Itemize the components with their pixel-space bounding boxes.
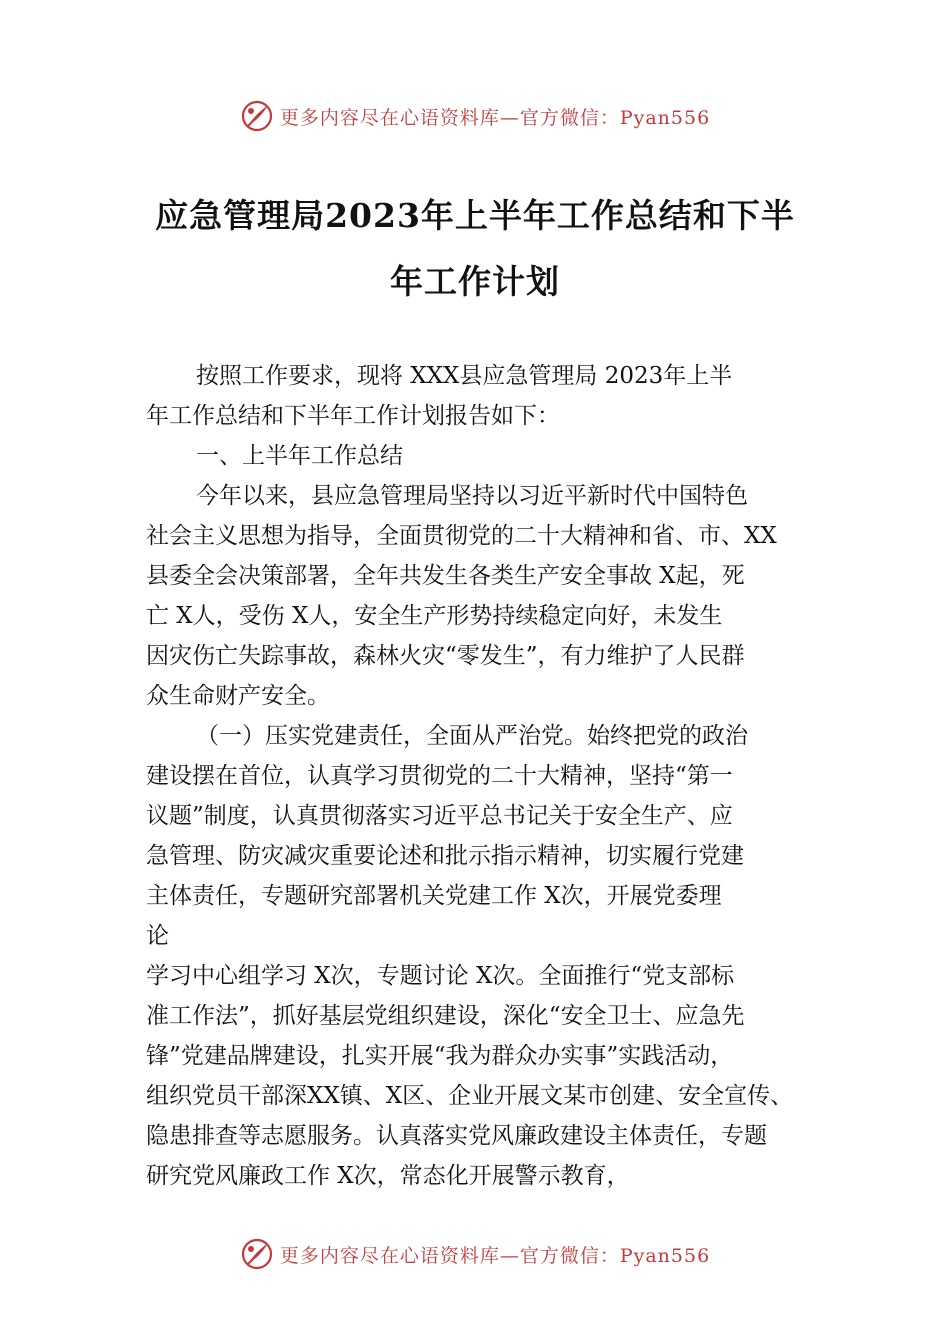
body-line: 今年以来，县应急管理局坚持以习近平新时代中国特色 xyxy=(196,483,748,509)
section-heading: 一、上半年工作总结 xyxy=(196,443,403,469)
watermark-header xyxy=(0,96,950,136)
quill-pen-seal-icon xyxy=(240,99,274,133)
body-line: 急管理、防灾减灾重要论述和批示指示精神，切实履行党建 xyxy=(146,843,744,869)
body-line: 组织党员干部深XX镇、X区、企业开展文某市创建、安全宣传、 xyxy=(146,1083,794,1109)
body-line: 研究党风廉政工作 X次，常态化开展警示教育， xyxy=(146,1163,630,1189)
body-line: 年工作总结和下半年工作计划报告如下： xyxy=(146,403,560,429)
document-title-line-2: 年工作计划 xyxy=(390,262,560,301)
body-line: 锋”党建品牌建设，扎实开展“我为群众办实事”实践活动， xyxy=(146,1043,734,1069)
body-line: 众生命财产安全。 xyxy=(146,683,330,709)
quill-pen-seal-icon xyxy=(240,1237,274,1271)
body-line: 按照工作要求，现将 XXX县应急管理局 2023年上半 xyxy=(196,363,733,389)
body-line: 准工作法”，抓好基层党组织建设，深化“安全卫士、应急先 xyxy=(146,1003,745,1029)
watermark-text: 更多内容尽在心语资料库—官方微信：Pyan556 xyxy=(279,1244,711,1267)
body-line: 亡 X人，受伤 X人，安全生产形势持续稳定向好，未发生 xyxy=(146,603,723,629)
watermark-footer xyxy=(0,1234,950,1274)
watermark-text: 更多内容尽在心语资料库—官方微信：Pyan556 xyxy=(279,106,711,129)
body-line: 隐患排查等志愿服务。认真落实党风廉政建设主体责任，专题 xyxy=(146,1123,767,1149)
body-line: 主体责任，专题研究部署机关党建工作 X次，开展党委理 xyxy=(146,883,722,909)
body-line: 社会主义思想为指导，全面贯彻党的二十大精神和省、市、XX xyxy=(146,523,777,549)
document-title-line-1: 应急管理局2023年上半年工作总结和下半 xyxy=(155,196,795,235)
body-line: 建设摆在首位，认真学习贯彻党的二十大精神，坚持“第一 xyxy=(146,763,733,789)
body-line: 因灾伤亡失踪事故，森林火灾“零发生”，有力维护了人民群 xyxy=(146,643,745,669)
body-line: 论 xyxy=(146,923,169,949)
body-line: 议题”制度，认真贯彻落实习近平总书记关于安全生产、应 xyxy=(146,803,733,829)
subsection-heading: （一）压实党建责任，全面从严治党。始终把党的政治 xyxy=(196,723,748,749)
body-line: 县委全会决策部署，全年共发生各类生产安全事故 X起，死 xyxy=(146,563,745,589)
body-line: 学习中心组学习 X次，专题讨论 X次。全面推行“党支部标 xyxy=(146,963,735,989)
